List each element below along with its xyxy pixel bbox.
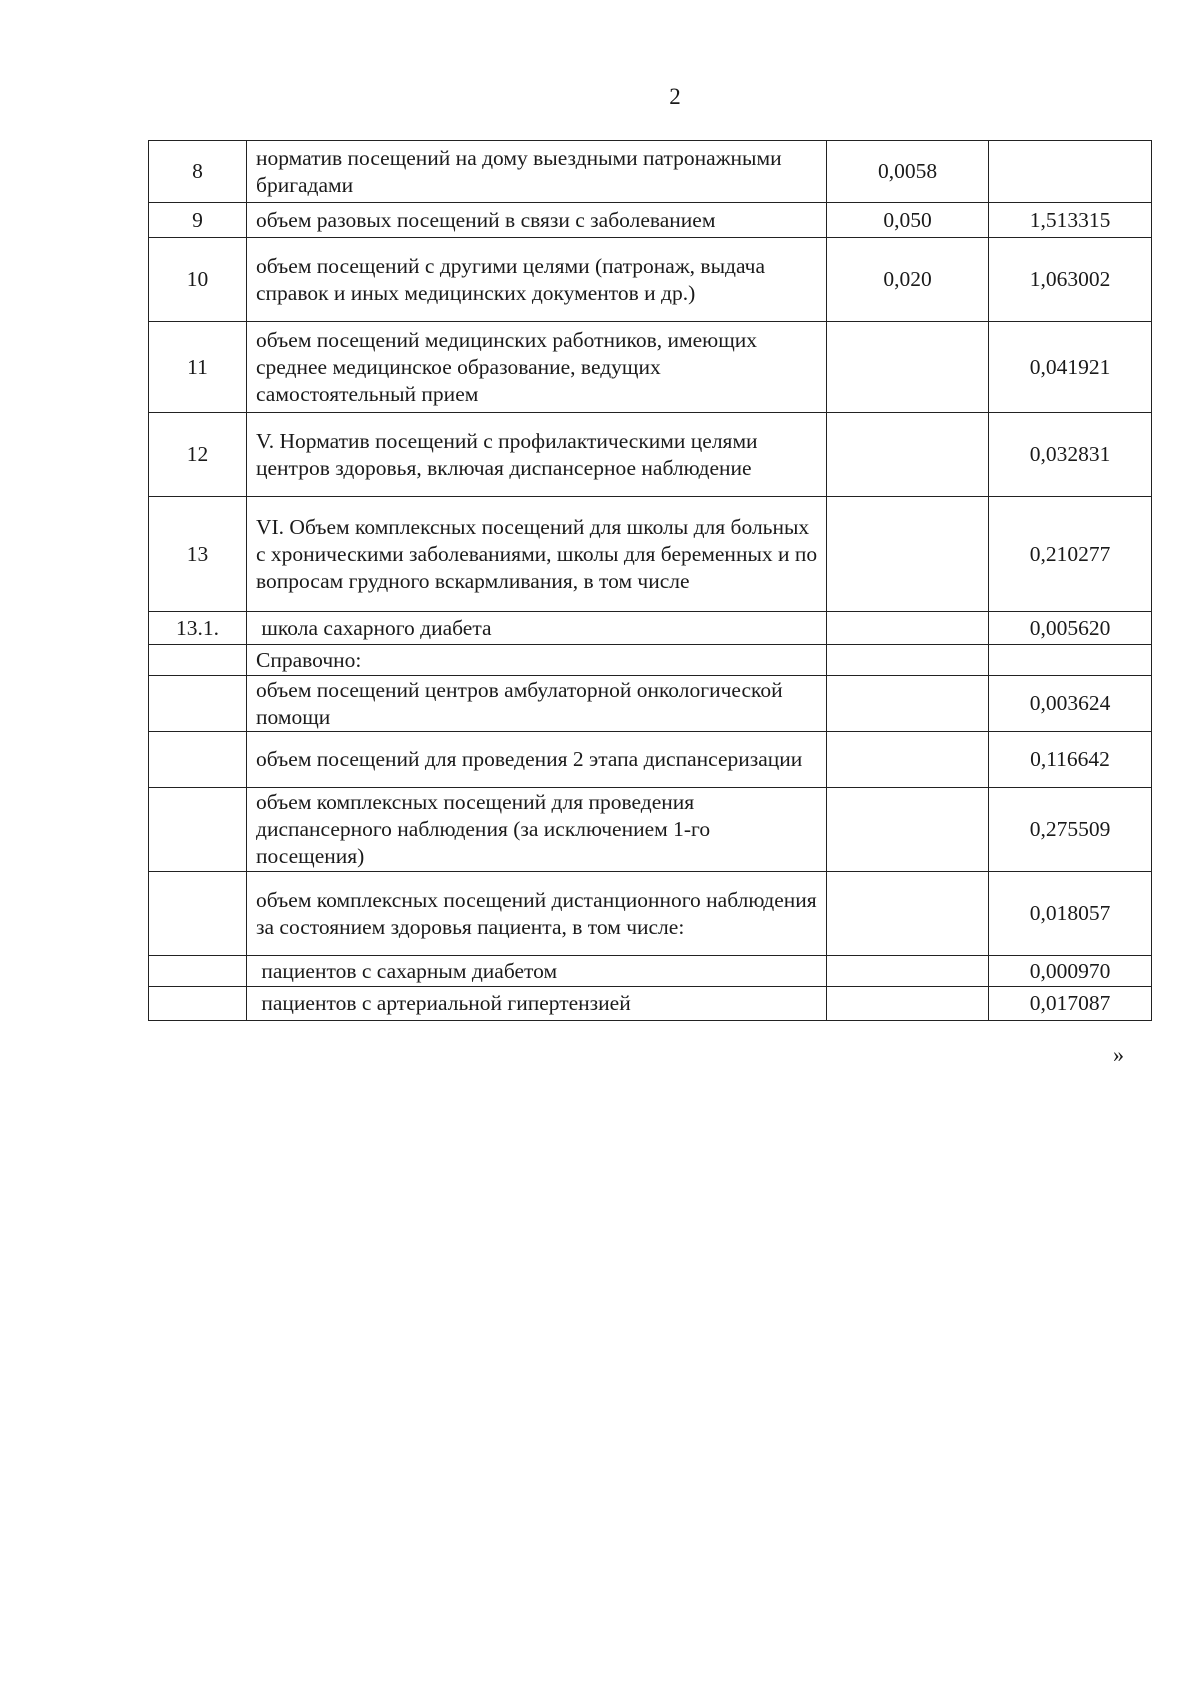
description-cell: пациентов с сахарным диабетом — [247, 956, 827, 987]
description-cell: VI. Объем комплексных посещений для школы для больных с хроническими заболеваниями, школы для беременных и по вопросам грудного вскармливания, в том числе — [247, 497, 827, 612]
value-b-cell: 0,017087 — [989, 987, 1152, 1021]
table-row — [149, 956, 1152, 987]
description-cell: Справочно: — [247, 645, 827, 676]
table-row — [149, 238, 1152, 322]
row-number-cell: 10 — [149, 238, 247, 322]
description-cell: объем посещений центров амбулаторной онкологической помощи — [247, 676, 827, 732]
row-number-cell: 11 — [149, 322, 247, 413]
table-row — [149, 645, 1152, 676]
row-number-cell: 13 — [149, 497, 247, 612]
value-a-cell — [827, 732, 989, 788]
value-b-cell: 1,063002 — [989, 238, 1152, 322]
row-number-cell — [149, 872, 247, 956]
value-a-cell: 0,050 — [827, 203, 989, 238]
value-a-cell — [827, 676, 989, 732]
description-cell: норматив посещений на дому выездными патронажными бригадами — [247, 141, 827, 203]
page-number: 2 — [669, 84, 681, 109]
value-a-cell — [827, 322, 989, 413]
row-number-cell — [149, 956, 247, 987]
table-row — [149, 413, 1152, 497]
row-number-cell: 8 — [149, 141, 247, 203]
value-b-cell — [989, 141, 1152, 203]
description-cell: пациентов с артериальной гипертензией — [247, 987, 827, 1021]
value-a-cell: 0,020 — [827, 238, 989, 322]
value-b-cell: 0,041921 — [989, 322, 1152, 413]
value-b-cell: 0,210277 — [989, 497, 1152, 612]
description-cell: объем посещений медицинских работников, имеющих среднее медицинское образование, ведущих самостоятельный прием — [247, 322, 827, 413]
table-row — [149, 987, 1152, 1021]
value-b-cell: 0,003624 — [989, 676, 1152, 732]
table-row — [149, 732, 1152, 788]
value-a-cell: 0,0058 — [827, 141, 989, 203]
table-row — [149, 497, 1152, 612]
value-b-cell — [989, 645, 1152, 676]
description-cell: объем посещений с другими целями (патронаж, выдача справок и иных медицинских документов и др.) — [247, 238, 827, 322]
description-cell: объем комплексных посещений для проведения диспансерного наблюдения (за исключением 1-го посещения) — [247, 788, 827, 872]
row-number-cell: 12 — [149, 413, 247, 497]
row-number-cell — [149, 788, 247, 872]
row-number-cell — [149, 676, 247, 732]
description-cell: объем комплексных посещений дистанционного наблюдения за состоянием здоровья пациента, в том числе: — [247, 872, 827, 956]
value-a-cell — [827, 788, 989, 872]
description-cell: объем разовых посещений в связи с заболеванием — [247, 203, 827, 238]
table-body — [149, 141, 1152, 1021]
closing-quote: » — [1113, 1042, 1124, 1067]
table-row — [149, 788, 1152, 872]
value-b-cell: 0,116642 — [989, 732, 1152, 788]
description-cell: объем посещений для проведения 2 этапа диспансеризации — [247, 732, 827, 788]
table-row — [149, 872, 1152, 956]
value-a-cell — [827, 987, 989, 1021]
value-b-cell: 1,513315 — [989, 203, 1152, 238]
table-row — [149, 141, 1152, 203]
row-number-cell: 13.1. — [149, 612, 247, 645]
value-a-cell — [827, 956, 989, 987]
value-b-cell: 0,018057 — [989, 872, 1152, 956]
norms-table — [148, 140, 1152, 1021]
value-a-cell — [827, 645, 989, 676]
value-a-cell — [827, 413, 989, 497]
value-a-cell — [827, 497, 989, 612]
value-a-cell — [827, 612, 989, 645]
value-b-cell: 0,000970 — [989, 956, 1152, 987]
table-row — [149, 203, 1152, 238]
table-row — [149, 322, 1152, 413]
description-cell: школа сахарного диабета — [247, 612, 827, 645]
table-row — [149, 612, 1152, 645]
value-b-cell: 0,032831 — [989, 413, 1152, 497]
row-number-cell — [149, 645, 247, 676]
row-number-cell — [149, 987, 247, 1021]
value-b-cell: 0,275509 — [989, 788, 1152, 872]
row-number-cell: 9 — [149, 203, 247, 238]
table-row — [149, 676, 1152, 732]
description-cell: V. Норматив посещений с профилактическими целями центров здоровья, включая диспансерное наблюдение — [247, 413, 827, 497]
value-a-cell — [827, 872, 989, 956]
value-b-cell: 0,005620 — [989, 612, 1152, 645]
row-number-cell — [149, 732, 247, 788]
